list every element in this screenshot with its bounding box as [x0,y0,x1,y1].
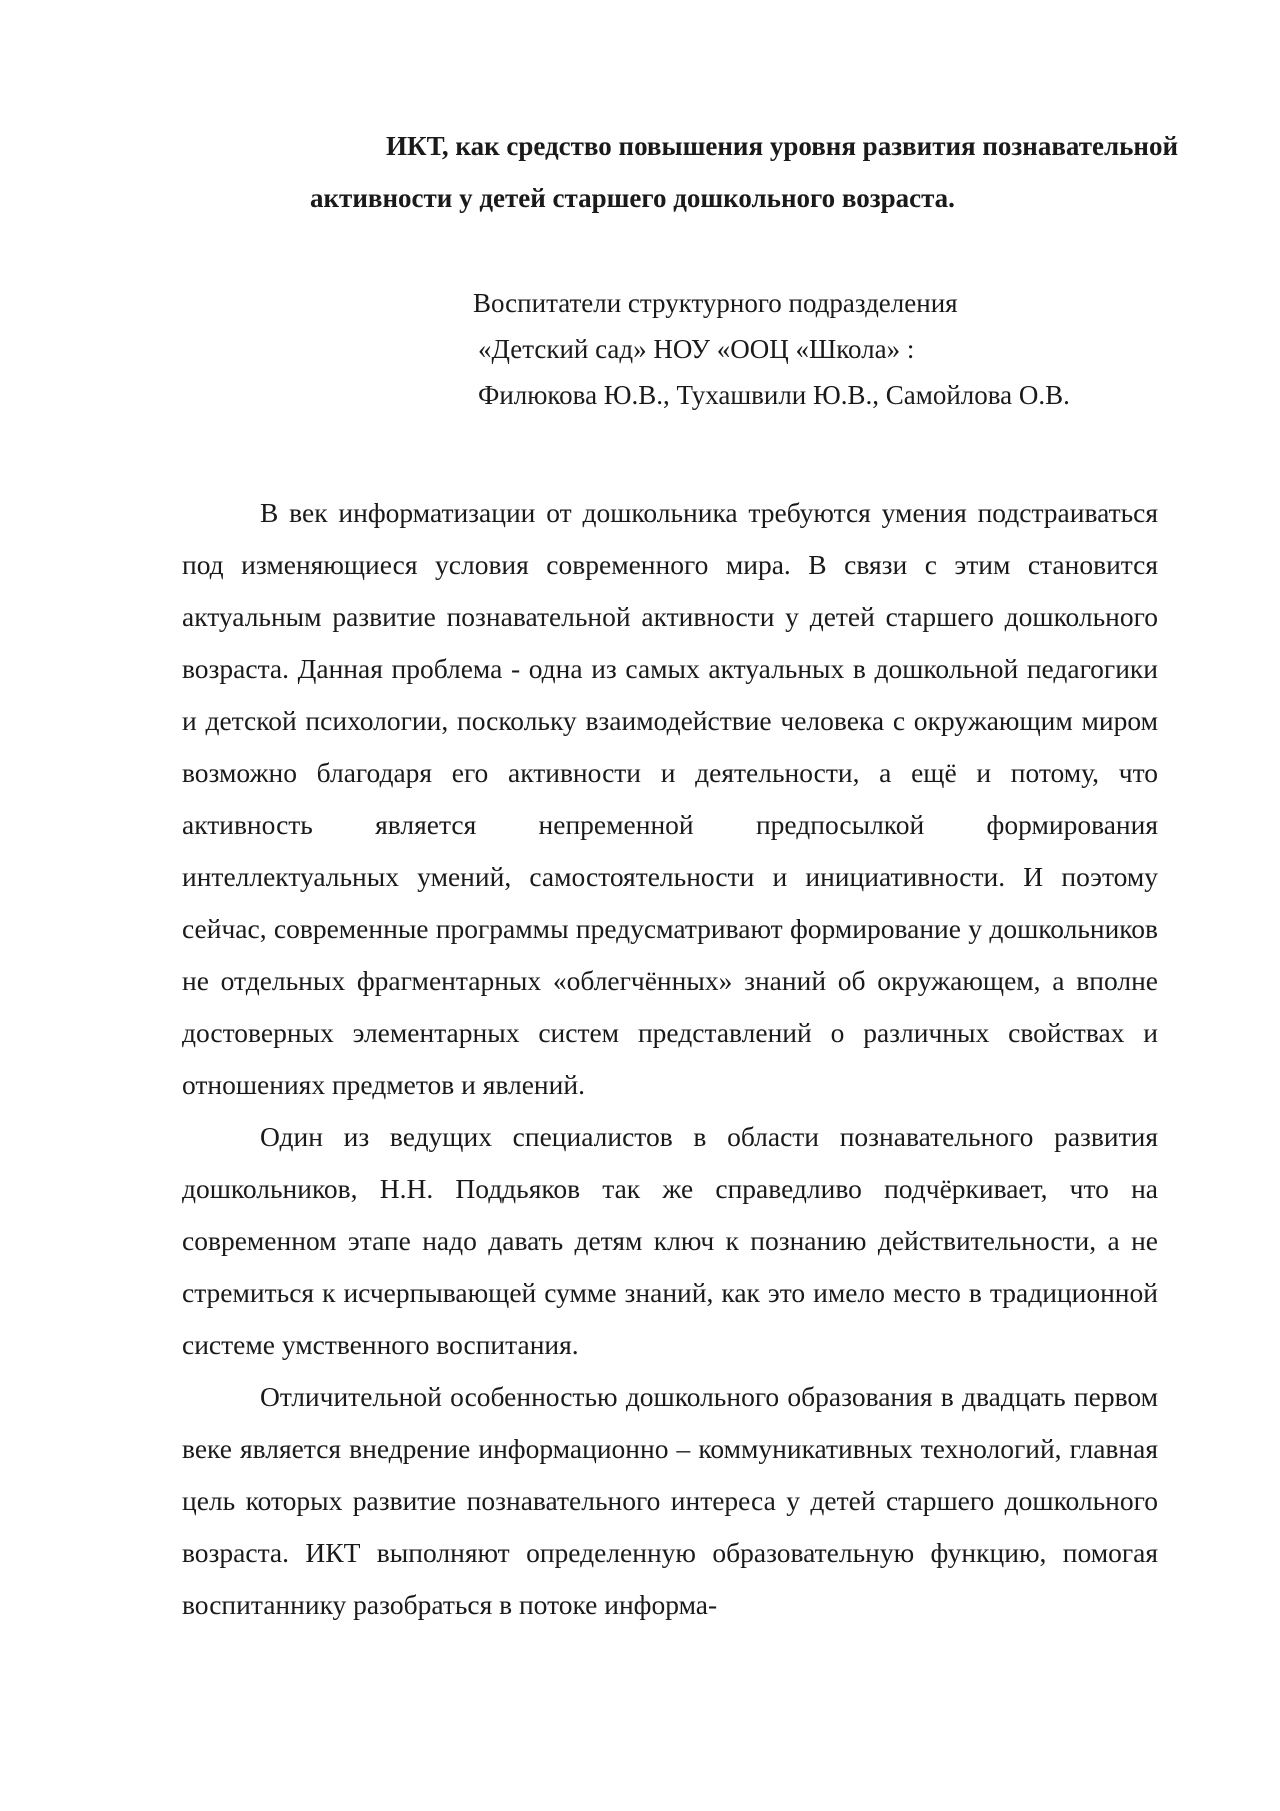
document-title [180,120,1180,224]
authors-line-1: Воспитатели структурного подразделения [473,288,958,318]
authors-line-3: Филюкова Ю.В., Тухашвили Ю.В., Самойлова О.В. [478,380,1070,410]
title-line-1: ИКТ, как средство повышения уровня развития познавательной [386,131,1178,161]
body-text [182,487,1158,1631]
paragraph: Отличительной особенностью дошкольного образования в двадцать первом веке является внедрение информационно – коммуникативных технологий, главная цель которых развитие познавательного интереса у детей старшего дошкольного возраста. ИКТ выполняют определенную образовательную функцию, помогая воспитаннику разобраться в потоке информа- [182,1381,1158,1620]
authors-block [471,280,1191,418]
authors-line-2: «Детский сад» НОУ «ООЦ «Школа» : [478,334,915,364]
paragraph: Один из ведущих специалистов в области познавательного развития дошкольников, Н.Н. Поддьяков так же справедливо подчёркивает, что на современном этапе надо давать детям ключ к познанию действительности, а не стремиться к исчерпывающей сумме знаний, как это имело место в традиционной системе умственного воспитания. [182,1121,1158,1360]
paragraph: В век информатизации от дошкольника требуются умения подстраиваться под изменяющиеся условия современного мира. В связи с этим становится актуальным развитие познавательной активности у детей старшего дошкольного возраста. Данная проблема - одна из самых актуальных в дошкольной педагогики и детской психологии, поскольку взаимодействие человека с окружающим миром возможно благодаря его активности и деятельности, а ещё и потому, что активность является непременной предпосылкой формирования интеллектуальных умений, самостоятельности и инициативности. И поэтому сейчас, современные программы предусматривают формирование у дошкольников не отдельных фрагментарных «облегчённых» знаний об окружающем, а вполне достоверных элементарных систем представлений о различных свойствах и отношениях предметов и явлений. [182,497,1158,1100]
title-line-2: активности у детей старшего дошкольного возраста. [310,183,955,213]
